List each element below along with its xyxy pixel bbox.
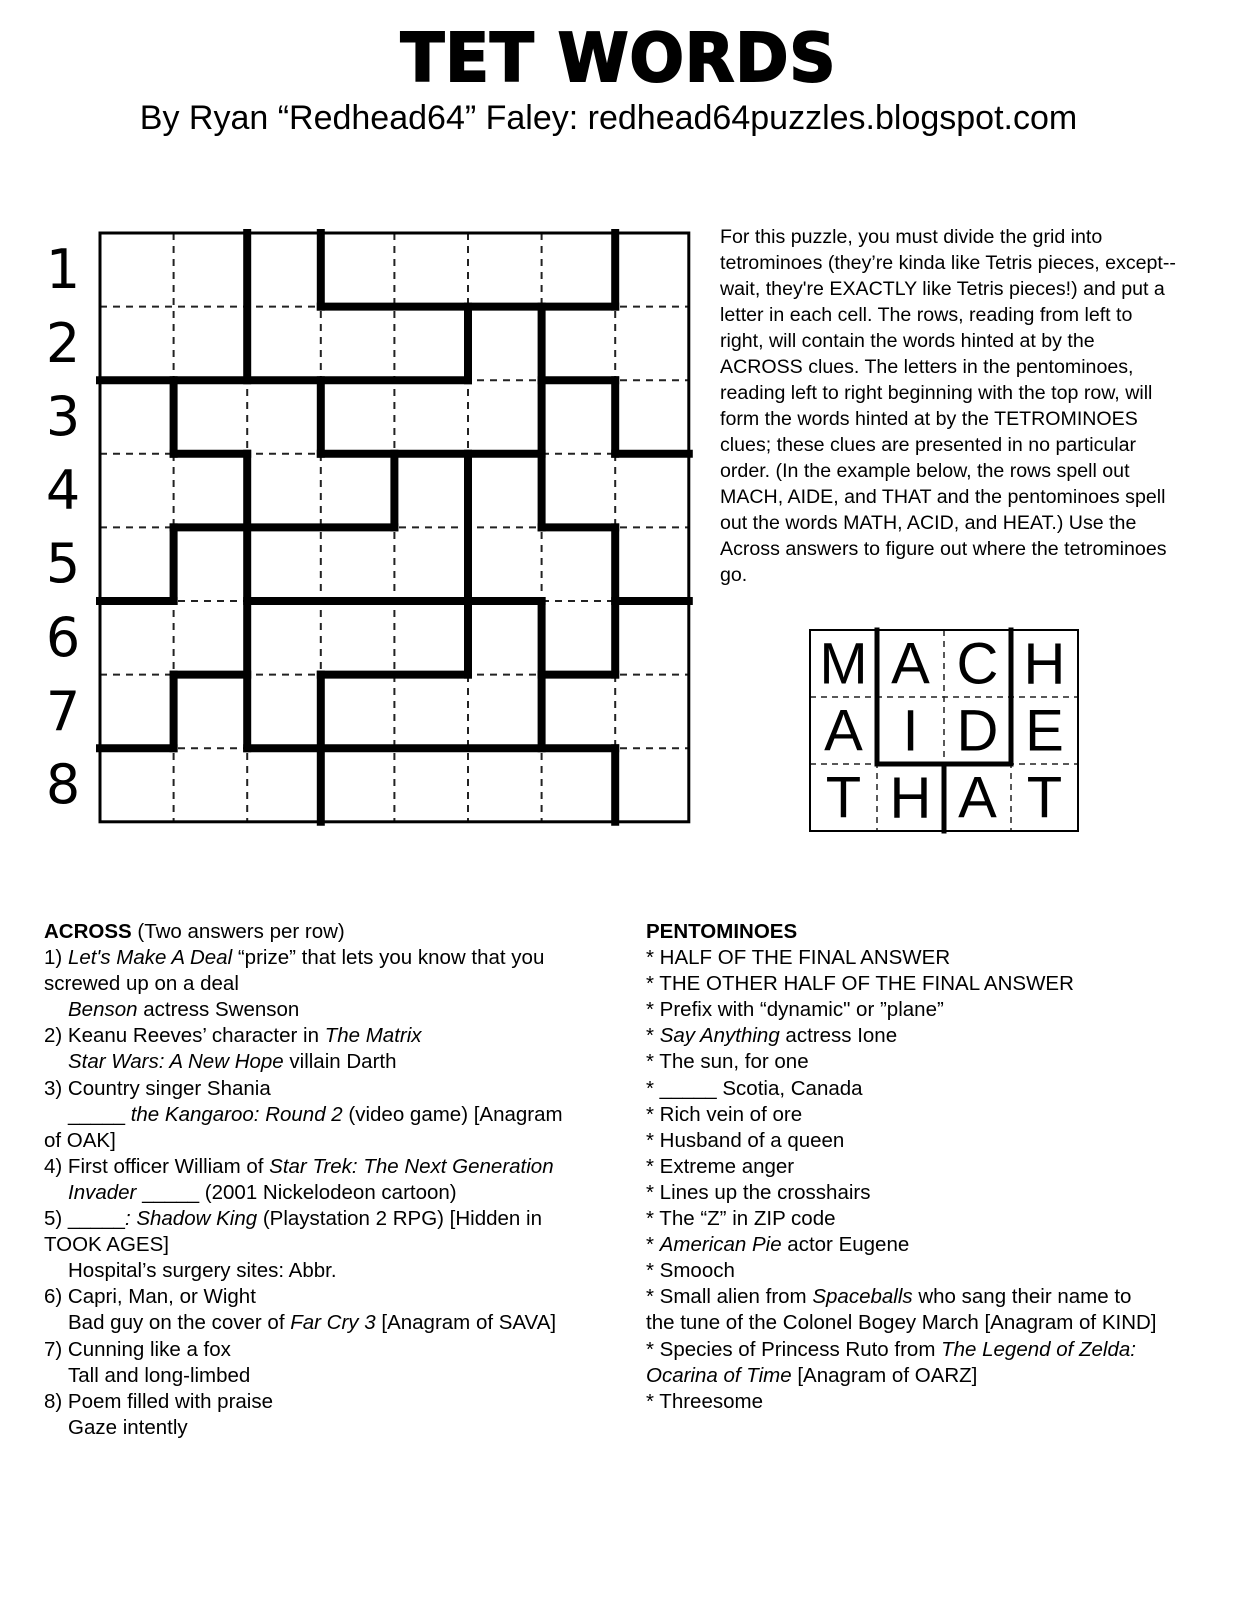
clue-title-italic: Star Wars: A New Hope bbox=[68, 1050, 284, 1074]
clue-line bbox=[646, 997, 1157, 1023]
clue-line bbox=[44, 1310, 563, 1336]
clue-text: actress Ione bbox=[779, 1024, 898, 1048]
row-number: 4 bbox=[45, 458, 81, 522]
row-number: 8 bbox=[45, 753, 81, 817]
clue-text: [Anagram of OARZ] bbox=[791, 1363, 978, 1387]
clue-text: 3) Country singer Shania bbox=[44, 1076, 271, 1100]
example-letter: D bbox=[956, 698, 999, 764]
clue-text: * THE OTHER HALF OF THE FINAL ANSWER bbox=[646, 972, 1074, 996]
clue-text: * _____ Scotia, Canada bbox=[646, 1076, 863, 1100]
clue-title-italic: Ocarina of Time bbox=[646, 1363, 792, 1387]
clue-text: 7) Cunning like a fox bbox=[44, 1337, 231, 1361]
clue-line bbox=[646, 1102, 1157, 1128]
clue-line bbox=[646, 1128, 1157, 1154]
clue-line bbox=[646, 1180, 1157, 1206]
across-clues bbox=[44, 919, 563, 1441]
clue-text: actress Swenson bbox=[137, 998, 300, 1022]
clue-line bbox=[44, 1258, 563, 1284]
clue-text: * Small alien from bbox=[646, 1285, 813, 1309]
clue-text: * The “Z” in ZIP code bbox=[646, 1207, 836, 1231]
clue-text: (video game) [Anagram bbox=[342, 1102, 563, 1126]
clue-text: * bbox=[646, 1233, 660, 1257]
row-number: 7 bbox=[45, 679, 81, 743]
clue-text: * Extreme anger bbox=[646, 1154, 795, 1178]
example-letter: H bbox=[889, 765, 932, 831]
example-letter: T bbox=[825, 765, 862, 831]
author-byline: By Ryan “Redhead64” Faley: redhead64puzzles.blogspot.com bbox=[139, 99, 1078, 137]
clue-line bbox=[44, 1023, 563, 1049]
clue-text: actor Eugene bbox=[781, 1233, 910, 1257]
clue-text: 6) Capri, Man, or Wight bbox=[44, 1285, 256, 1309]
clue-line bbox=[646, 1284, 1157, 1310]
clue-line bbox=[44, 1415, 563, 1441]
clue-title-italic: Star Trek: The Next Generation bbox=[269, 1154, 554, 1178]
clue-text: * Prefix with “dynamic" or ”plane” bbox=[646, 998, 944, 1022]
clue-line bbox=[646, 1337, 1157, 1363]
clue-text: * Species of Princess Ruto from bbox=[646, 1337, 942, 1361]
clue-line bbox=[646, 1049, 1157, 1075]
row-number: 3 bbox=[45, 385, 81, 449]
clue-text: Tall and long-limbed bbox=[68, 1363, 251, 1387]
clue-text: of OAK] bbox=[44, 1128, 116, 1152]
clue-text: * Rich vein of ore bbox=[646, 1102, 803, 1126]
row-numbers bbox=[38, 233, 88, 822]
clue-line bbox=[44, 945, 563, 971]
clue-title-italic: : Shadow King bbox=[124, 1207, 258, 1231]
clue-text: * The sun, for one bbox=[646, 1050, 809, 1074]
clue-title-italic: Invader bbox=[68, 1180, 137, 1204]
clue-text: * Threesome bbox=[646, 1389, 763, 1413]
clue-text: Bad guy on the cover of bbox=[68, 1311, 291, 1335]
example-letter: A bbox=[891, 631, 930, 697]
clue-line bbox=[646, 1154, 1157, 1180]
puzzle-title: TET WORDS bbox=[400, 20, 837, 98]
example-letter: I bbox=[902, 698, 919, 764]
clue-line bbox=[646, 1363, 1157, 1389]
row-number: 2 bbox=[45, 311, 81, 375]
clue-text: [Anagram of SAVA] bbox=[375, 1311, 557, 1335]
example-letter: H bbox=[1023, 631, 1066, 697]
example-letter: E bbox=[1025, 698, 1064, 764]
clue-title-italic: Spaceballs bbox=[812, 1285, 913, 1309]
clue-line bbox=[646, 1206, 1157, 1232]
clue-line bbox=[44, 1337, 563, 1363]
clue-text: (Playstation 2 RPG) [Hidden in bbox=[257, 1207, 542, 1231]
clue-text: _____ (2001 Nickelodeon cartoon) bbox=[136, 1180, 457, 1204]
puzzle-grid bbox=[96, 229, 696, 829]
clue-line bbox=[44, 1363, 563, 1389]
row-number: 6 bbox=[45, 605, 81, 669]
clue-text: 8) Poem filled with praise bbox=[44, 1389, 274, 1413]
example-letter: A bbox=[958, 765, 997, 831]
clue-text: * bbox=[646, 1024, 660, 1048]
example-letter: A bbox=[824, 698, 863, 764]
clue-line bbox=[44, 1180, 563, 1206]
clue-line bbox=[646, 1389, 1157, 1415]
clue-line bbox=[44, 1154, 563, 1180]
clue-text: villain Darth bbox=[283, 1050, 397, 1074]
clue-line bbox=[646, 945, 1157, 971]
clue-title-italic: The Legend of Zelda: bbox=[941, 1337, 1136, 1361]
clue-line bbox=[44, 1284, 563, 1310]
clue-text: Gaze intently bbox=[68, 1415, 188, 1439]
clue-text: * Husband of a queen bbox=[646, 1128, 845, 1152]
instructions: For this puzzle, you must divide the grid into tetrominoes (they’re kinda like Tetris pieces, except-- wait, they're EXACTLY like Tetris pieces!) and put a letter in each cell. The rows, reading from left to right, will contain the words hinted at by the ACROSS clues. The letters in the pentominoes, reading left to right beginning with the top row, will form the words hinted at by the TETROMINOES clues; these clues are presented in no particular order. (In the example below, the rows spell out MACH, AIDE, and THAT and the pentominoes spell out the words MATH, ACID, and HEAT.) Use the Across answers to figure out where the tetrominoes go. bbox=[720, 226, 1176, 586]
clue-title-italic: the Kangaroo: Round 2 bbox=[130, 1102, 343, 1126]
example-grid bbox=[806, 626, 1086, 836]
clue-line bbox=[44, 1076, 563, 1102]
clue-line bbox=[44, 1206, 563, 1232]
clue-line bbox=[646, 1023, 1157, 1049]
example-letter: C bbox=[956, 631, 999, 697]
clue-line bbox=[44, 1389, 563, 1415]
clue-text: * Lines up the crosshairs bbox=[646, 1180, 871, 1204]
clue-line bbox=[646, 1232, 1157, 1258]
example-letter: M bbox=[819, 631, 868, 697]
row-number: 1 bbox=[45, 238, 81, 301]
row-number: 5 bbox=[45, 532, 81, 596]
clue-text: who sang their name to bbox=[912, 1285, 1132, 1309]
clue-line bbox=[44, 1128, 563, 1154]
clue-text: the tune of the Colonel Bogey March [Anagram of KIND] bbox=[646, 1311, 1157, 1335]
clue-line bbox=[646, 1076, 1157, 1102]
clue-title-italic: Let's Make A Deal bbox=[67, 946, 233, 970]
clue-line bbox=[44, 997, 563, 1023]
clue-line bbox=[646, 1310, 1157, 1336]
clue-text: _____ bbox=[68, 1102, 131, 1126]
clue-text: 4) First officer William of bbox=[44, 1154, 270, 1178]
across-note: (Two answers per row) bbox=[131, 920, 345, 943]
clue-text: “prize” that lets you know that you bbox=[232, 946, 545, 970]
clue-text: TOOK AGES] bbox=[44, 1233, 169, 1257]
clue-text: 5) _____ bbox=[44, 1207, 125, 1231]
clue-text: Hospital’s surgery sites: Abbr. bbox=[68, 1259, 337, 1283]
clue-line bbox=[44, 1049, 563, 1075]
clue-title-italic: American Pie bbox=[659, 1233, 782, 1257]
clue-line bbox=[646, 1258, 1157, 1284]
clue-line bbox=[44, 971, 563, 997]
clue-text: * HALF OF THE FINAL ANSWER bbox=[646, 946, 951, 970]
clue-text: * Smooch bbox=[646, 1259, 735, 1283]
across-heading: ACROSS bbox=[44, 920, 132, 943]
clue-text: 2) Keanu Reeves’ character in bbox=[44, 1024, 325, 1048]
clue-line bbox=[44, 1102, 563, 1128]
clue-line bbox=[646, 971, 1157, 997]
clue-title-italic: The Matrix bbox=[324, 1024, 422, 1048]
pentomino-clues bbox=[646, 919, 1157, 1415]
example-letter: T bbox=[1026, 765, 1063, 831]
clue-title-italic: Far Cry 3 bbox=[290, 1311, 376, 1335]
pentominoes-heading: PENTOMINOES bbox=[646, 920, 798, 943]
clue-text: 1) bbox=[44, 946, 68, 970]
clue-title-italic: Benson bbox=[68, 998, 138, 1022]
clue-text: screwed up on a deal bbox=[44, 972, 239, 996]
clue-title-italic: Say Anything bbox=[659, 1024, 780, 1048]
clue-line bbox=[44, 1232, 563, 1258]
